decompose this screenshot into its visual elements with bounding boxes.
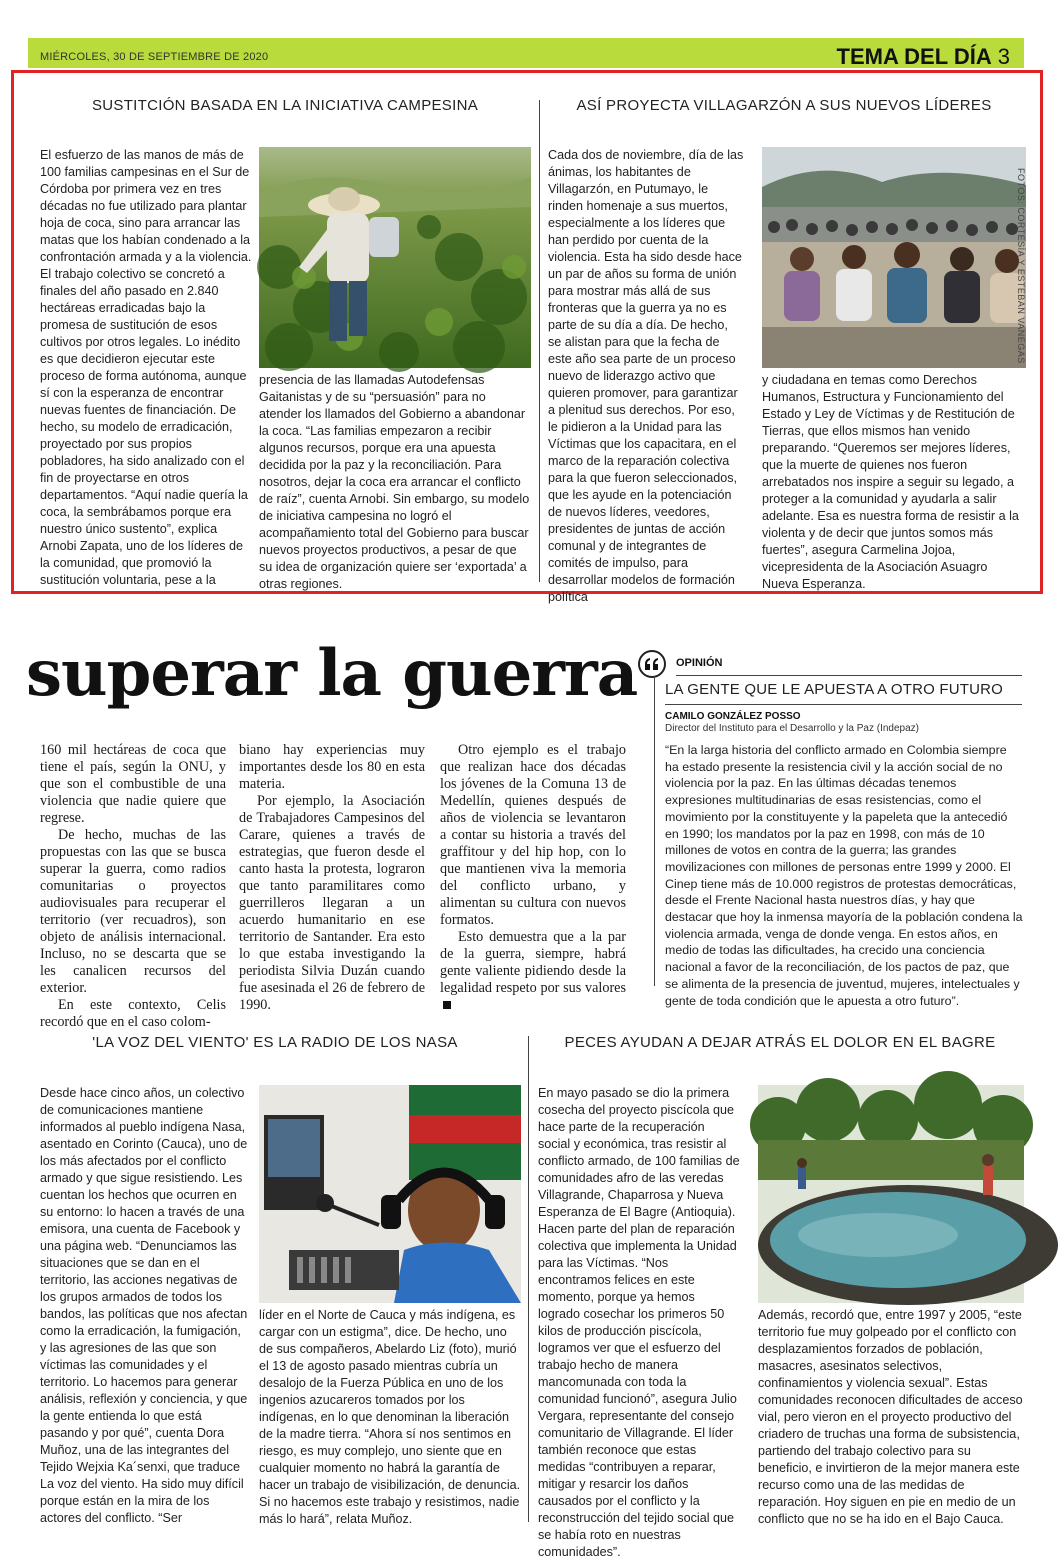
photo-credit: FOTOS: CORTESÍA Y ESTEBAN VANEGAS: [1016, 168, 1026, 364]
main-col2-para1: biano hay experiencias muy importantes desde los 80 en esta materia.: [239, 742, 425, 792]
page-number: 3: [997, 44, 1010, 69]
story2-column-2: y ciudadana en temas como Derechos Humanos, Estructura y Funcionamiento del Estado y Ley de Víctimas y de Restitución de Tierras, que ellos mismos han venido preparando. “Queremos ser mejores líderes, que la muerte de quienes nos fueron arrebatados nos inspire a seguir su legado, a proteger a la comunidad y ayudarla a salir adelante. Esa es nuestra forma de resistir a la violenta y de decir que juntos somos más fuertes”, asegura Carmelina Jojoa, vicepresidenta de la Asociación Asuagro Nueva Esperanza.: [762, 373, 1019, 591]
story2-column-1: Cada dos de noviembre, día de las ánimas, los habitantes de Villagarzón, en Putumayo, le rinden homenaje a sus muertos, especialmente a los líderes que han perdido por cuenta de la violencia. Esta ha sido desde hace un par de años su forma de unión para mostrar más allá de sus fronteras que la guerra ya no es parte de su día a día. De hecho, se alistan para que la fecha de este año sea parte de un proceso nuevo de liderazgo activo que quieren promover, para garantizar a plenitud sus derechos. Por eso, le pidieron a la Unidad para las Víctimas que los capacitara, en el marco de la reparación colectiva para la que fueron seleccionados, que les ayude en la potenciación de nuevos líderes, veedores, presidentes de juntas de acción comunal y de integrantes de comités de impulso, para desarrollar modelos de formación política: [548, 148, 744, 604]
farmer-coca-photo: [259, 147, 531, 368]
opinion-author: CAMILO GONZÁLEZ POSSO: [665, 711, 801, 722]
main-column-1: [40, 742, 226, 1030]
story3-column-2: líder en el Norte de Cauca y más indígena, es cargar con un estigma”, dice. De hecho, uno de sus compañeros, Abelardo Liz (foto), murió el 13 de agosto pasado mientras cubría un desalojo de la Fuerza Pública en uno de los ingenios azucareros tomados por los indígenas, en lo que denominan la liberación de la madre tierra. “Ahora sí nos sentimos en riesgo, es muy complejo, uno siente que en cualquier momento no habrá la garantía de hacer un trabajo de visibilización, de denuncia. Si no hacemos este trabajo y resistimos, nadie más lo hará”, relata Muñoz.: [259, 1308, 521, 1526]
villagarzon-crowd-photo: [762, 147, 1026, 368]
main-column-2: [239, 742, 425, 1013]
header-date: MIÉRCOLES, 30 DE SEPTIEMBRE DE 2020: [40, 51, 269, 63]
main-col2-para2: Por ejemplo, la Asociación de Trabajadores Campesinos del Carare, quienes a través de estrategias, que fueron desde el canto hasta la protesta, lograron que tanto paramilitares como guerrilleros llegaran a un acuerdo humanitario en ese territorio de Santander. Era esto lo que estaba investigando la periodista Silvia Duzán cuando fue asesinada el 26 de febrero de 1990.: [239, 793, 425, 1013]
story4-column-1: En mayo pasado se dio la primera cosecha del proyecto piscícola que hace parte de la recuperación social y económica, tras resistir al conflicto armado, de 100 familias de comunidades afro de las veredas Villagrande, Chaparrosa y Nueva Esperanza de El Bagre (Antioquia). Hacen parte del plan de reparación colectiva que implementa la Unidad para las Víctimas. “Nos encontramos felices en este momento, porque ya hemos logrado cosechar los primeros 50 kilos de producción piscícola, logramos ver que el esfuerzo del trabajo hecho de manera mancomunada con toda la comunidad funcionó”, asegura Julio Vergara, representante del consejo comunitario de Villagrande. El líder también reconoce que estas medidas “contribuyen a reparar, mitigar y resarcir los daños causados por el conflicto y la reconstrucción del tejido social que se había roto en nuestras comunidades”.: [538, 1086, 740, 1559]
opinion-title: LA GENTE QUE LE APUESTA A OTRO FUTURO: [665, 681, 1004, 698]
main-col3-para2-text: Esto demuestra que a la par de la guerra, siempre, habrá gente valiente pidiendo desde la legalidad respeto por sus valores: [440, 929, 626, 996]
main-col1-para3: En este contexto, Celis recordó que en el caso colom-: [40, 997, 226, 1030]
quote-icon-glyph: [644, 657, 660, 671]
opinion-body: “En la larga historia del conflicto armado en Colombia siempre ha estado presente la resistencia civil y la acción social de no violencia por la paz. En las últimas décadas tenemos expresiones multitudinarias de esas resistencias, como el movimiento por la constituyente y la papeleta que la antecedió en 1990; los mandatos por la paz en 1998, con más de 10 millones de votos en contra de la guerra; las grandes movilizaciones con millones de personas entre 1999 y 2000. El Cinep tiene más de 10.000 registros de protestas democráticas, desde el Frente Nacional hasta nuestros días, y hay que destacar que hoy la inmensa mayoría de la población condena la violencia armada, venga de donde venga. En estos años, en medio de todas las dificultades, ha crecido una conciencia nacional a favor de la reconciliación, de los pactos de paz, que se alimenta de la presencia de juventud, mujeres, intelectuales y gente de toda condición que le apuesta a otro futuro”.: [665, 743, 1023, 1008]
farmer-photo-graphic: [259, 147, 531, 368]
opinion-side-rule: [654, 676, 655, 986]
main-column-3: [440, 742, 626, 998]
main-col3-para2: [440, 929, 626, 1014]
story4-title: PECES AYUDAN A DEJAR ATRÁS EL DOLOR EN EL BAGRE: [564, 1034, 996, 1051]
opinion-title-rule: [665, 704, 1022, 705]
story1-title: SUSTITCIÓN BASADA EN LA INICIATIVA CAMPESINA: [91, 97, 479, 114]
section-name: TEMA DEL DÍA: [836, 44, 992, 69]
story1-column-1: El esfuerzo de las manos de más de 100 familias campesinas en el Sur de Córdoba por primera vez en tres décadas no fue utilizado para plantar hoja de coca, sino para arrancar las matas que los habían condenado a la confrontación armada y a la violencia. El trabajo colectivo se concretó a finales del año pasado en 2.840 hectáreas erradicadas bajo la promesa de sustitución de esos cultivos por otros legales. Lo inédito es que decidieron ejecutar este proceso de forma autónoma, aunque sí con la esperanza de encontrar nuevas fuentes de financiación. De hecho, su modelo de erradicación, proyectado por sus propios pobladores, ha sido analizado con el fin de proyectarse en otros departamentos. “Aquí nadie quería la coca, la sembrábamos porque era nuestro único sustento”, explica Arnobi Zapata, uno de los líderes de la comunidad, que promovió la sustitución voluntaria, pese a la: [40, 148, 252, 587]
column-rule-lower: [528, 1036, 529, 1522]
story2-title: ASÍ PROYECTA VILLAGARZÓN A SUS NUEVOS LÍDERES: [576, 97, 992, 114]
main-col3-para1: Otro ejemplo es el trabajo que realizan hace dos décadas los jóvenes de la Comuna 13 de Medellín, quienes después de años de violencia se levantaron a contar su historia a través del graffitour y del hip hop, con lo que mantienen viva la memoria del conflicto urbano, y alimentan su cultura con nuevos formatos.: [440, 742, 626, 928]
opinion-top-rule: [676, 675, 1022, 676]
fish-pond-photo: [758, 1085, 1024, 1303]
story3-column-1: Desde hace cinco años, un colectivo de comunicaciones mantiene informados al pueblo indígena Nasa, asentado en Corinto (Cauca), uno de los más afectados por el conflicto armado y que sigue resistiendo. Les cuentan los hechos que ocurren en su entorno: lo hacen a través de una emisora, una cuenta de Facebook y una página web. “Denunciamos las situaciones que se dan en el territorio, las acciones negativas de los grupos armados de todos los bandos, las políticas que nos afectan como la erradicación, la fumigación, y las agresiones de las que son víctimas las comunidades y el territorio. Lo hacemos para generar análisis, reflexión y conciencia, y que la gente entienda lo que está pasando y por qué”, cuenta Dora Muñoz, una de las integrantes del Tejido Wejxia Ka´senxi, que traduce La voz del viento. Ha sido muy difícil porque están en la mira de los actores del conflicto. “Ser: [40, 1086, 248, 1525]
opinion-label: OPINIÓN: [676, 657, 723, 669]
end-of-article-mark: [443, 1001, 451, 1009]
header-section: [837, 44, 1010, 70]
radio-photo-graphic: [259, 1085, 521, 1303]
column-rule: [539, 100, 540, 582]
crowd-photo-graphic: [762, 147, 1026, 368]
opinion-author-role: Director del Instituto para el Desarrollo y la Paz (Indepaz): [665, 723, 920, 734]
main-headline: superar la guerra: [26, 636, 638, 711]
story3-title: 'LA VOZ DEL VIENTO' ES LA RADIO DE LOS NASA: [92, 1034, 458, 1051]
story1-column-2: presencia de las llamadas Autodefensas Gaitanistas y de su “persuasión” para no atender los llamados del Gobierno a abandonar la coca. “Las familias empezaron a recibir algunos recursos, porque era una apuesta decidida por la paz y la reconciliación. Para nosotros, dejar la coca era arrancar el conflicto de raíz”, cuenta Arnobi. Sin embargo, su modelo de iniciativa campesina no logró el acompañamiento total del Gobierno para buscar nuevos proyectos productivos, a pesar de que su idea de organización quiere ser ‘exportada’ a otras regiones.: [259, 373, 530, 591]
main-col1-para2: De hecho, muchas de las propuestas con las que se busca superar la guerra, como radios comunitarias o proyectos audiovisuales para recuperar el territorio (ver recuadros), son objeto de análisis internacional. Incluso, no se descarta que se les canalicen recursos del exterior.: [40, 827, 226, 996]
radio-host-photo: [259, 1085, 521, 1303]
main-col1-para1: 160 mil hectáreas de coca que tiene el país, según la ONU, y que son el combustible de una violencia que nadie quiere que regrese.: [40, 742, 226, 826]
quote-icon: [638, 650, 666, 678]
story4-column-2: Además, recordó que, entre 1997 y 2005, “este territorio fue muy golpeado por el conflicto con desplazamientos forzados de población, masacres, asesinatos selectivos, confinamientos y violencia sexual”. Estas comunidades reconocen dificultades de acceso vial, pero vieron en el proyecto productivo del criadero de truchas una forma de subsistencia, partiendo del trabajo colectivo para su beneficio, e invirtieron de la mejor manera este recurso como una de las medidas de reparación. Hoy siguen en pie en medio de un conflicto que no se ha ido en el Bajo Cauca.: [758, 1308, 1023, 1526]
pond-photo-graphic: [758, 1085, 1024, 1303]
